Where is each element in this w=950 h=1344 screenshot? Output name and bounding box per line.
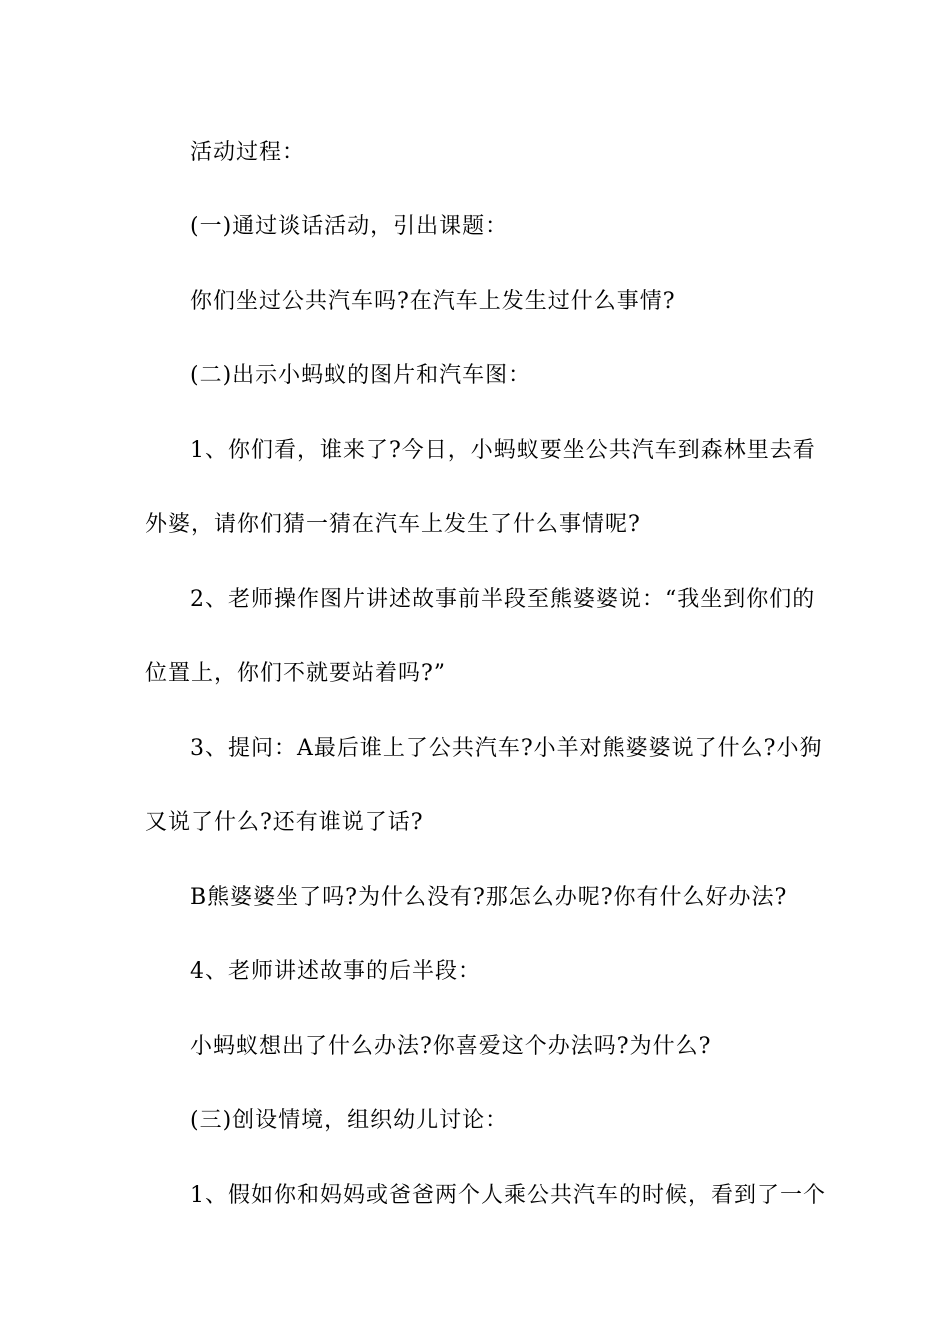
section-heading-two: (二)出示小蚂蚁的图片和汽车图： <box>190 363 532 388</box>
paragraph-line: 1、假如你和妈妈或爸爸两个人乘公共汽车的时候，看到了一个 <box>190 1183 826 1208</box>
paragraph-line: B熊婆婆坐了吗?为什么没有?那怎么办呢?你有什么好办法? <box>190 885 788 910</box>
paragraph-line: 位置上，你们不就要站着吗?” <box>145 661 447 686</box>
section-heading-activity-process: 活动过程： <box>190 140 306 165</box>
paragraph-line: 3、提问：A最后谁上了公共汽车?小羊对熊婆婆说了什么?小狗 <box>190 736 823 761</box>
paragraph-line: 2、老师操作图片讲述故事前半段至熊婆婆说：“我坐到你们的 <box>190 587 816 612</box>
paragraph-line: 4、老师讲述故事的后半段： <box>190 959 481 984</box>
paragraph-line: 外婆，请你们猜一猜在汽车上发生了什么事情呢? <box>145 512 641 537</box>
section-heading-three: (三)创设情境，组织幼儿讨论： <box>190 1108 509 1133</box>
paragraph-line: 又说了什么?还有谁说了话? <box>145 810 424 835</box>
section-heading-one: (一)通过谈话活动，引出课题： <box>190 214 509 239</box>
paragraph-line: 你们坐过公共汽车吗?在汽车上发生过什么事情? <box>190 289 676 314</box>
paragraph-line: 小蚂蚁想出了什么办法?你喜爱这个办法吗?为什么? <box>190 1034 712 1059</box>
paragraph-line: 1、你们看，谁来了?今日，小蚂蚁要坐公共汽车到森林里去看 <box>190 438 816 463</box>
